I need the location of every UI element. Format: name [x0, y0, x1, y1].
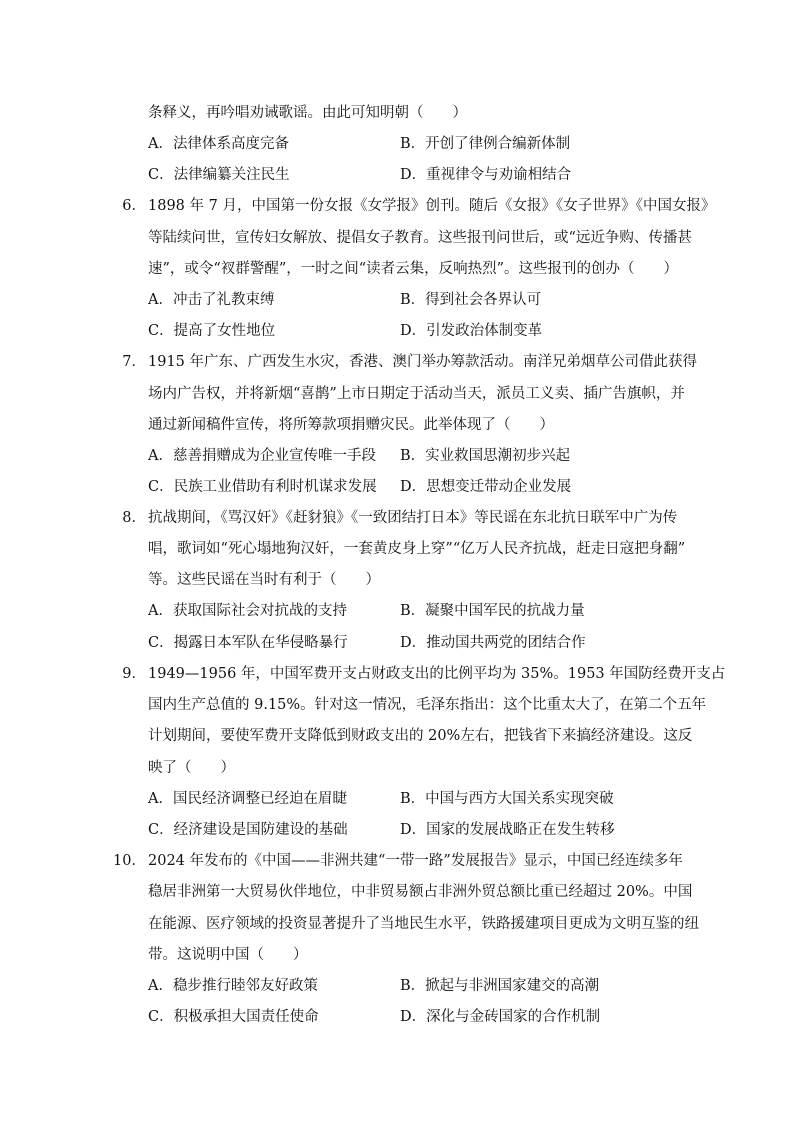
question-6-line-3: 速”，或令“衩群警醒”，一时之间“读者云集，反响热烈”。这些报刊的创办（ ） — [148, 261, 679, 277]
q8-option-b: B．凝聚中国军民的抗战力量 — [400, 603, 585, 619]
q5-option-a: A．法律体系高度完备 — [148, 136, 289, 152]
q10-option-a: A．稳步推行睦邻友好政策 — [148, 978, 318, 994]
question-9-line-1: 1949—1956 年，中国军费开支占财政支出的比例平均为 35%。1953 年国防经费开支占 — [148, 666, 726, 682]
q9-option-c: C．经济建设是国防建设的基础 — [148, 822, 348, 838]
q10-option-d: D．深化与金砖国家的合作机制 — [400, 1009, 601, 1025]
q7-option-a: A．慈善捐赠成为企业宣传唯一手段 — [148, 448, 376, 464]
q6-option-a: A．冲击了礼教束缚 — [148, 292, 275, 308]
question-9-line-2: 国内生产总值的 9.15%。针对这一情况，毛泽东指出：这个比重太大了，在第二个五年 — [148, 697, 707, 713]
q7-option-d: D．思想变迁带动企业发展 — [400, 479, 572, 495]
q9-option-d: D．国家的发展战略正在发生转移 — [400, 822, 615, 838]
question-6-line-2: 等陆续问世，宣传妇女解放、提倡女子教育。这些报刊问世后，或“远近争购、传播甚 — [148, 230, 692, 246]
q8-option-a: A．获取国际社会对抗战的支持 — [148, 603, 347, 619]
question-10-line-2: 稳居非洲第一大贸易伙伴地位，中非贸易额占非洲外贸总额比重已经超过 20%。中国 — [148, 884, 693, 900]
question-9-number: 9． — [122, 666, 146, 682]
question-9-line-4: 映了（ ） — [148, 760, 235, 776]
question-6-line-1: 1898 年 7 月，中国第一份女报《女学报》创刊。随后《女报》《女子世界》《中国女报》 — [148, 198, 716, 214]
question-8-line-2: 唱，歌词如“死心塌地狗汉奸，一套黄皮身上穿”“亿万人民齐抗战，赶走日寇把身翻” — [148, 541, 686, 557]
q7-option-b: B．实业救国思潮初步兴起 — [400, 448, 571, 464]
question-10-number: 10． — [113, 853, 146, 869]
question-5-tail: 条释义，再吟唱劝诫歌谣。由此可知明朝（ ） — [148, 105, 467, 121]
q6-option-d: D．引发政治体制变革 — [400, 323, 543, 339]
q10-option-c: C．积极承担大国责任使命 — [148, 1009, 319, 1025]
question-10-line-3: 在能源、医疗领域的投资显著提升了当地民生水平，铁路援建项目更成为文明互鉴的纽 — [148, 916, 699, 932]
question-7-line-2: 场内广告权，并将新烟“喜鹊”上市日期定于活动当天，派员工义卖、插广告旗帜，并 — [148, 386, 685, 402]
question-7-line-3: 通过新闻稿件宣传，将所筹款项捐赠灾民。此举体现了（ ） — [148, 417, 554, 433]
question-6-number: 6． — [122, 198, 146, 214]
question-9-line-3: 计划期间，要使军费开支降低到财政支出的 20%左右，把钱省下来搞经济建设。这反 — [148, 728, 693, 744]
question-8-line-1: 抗战期间，《骂汉奸》《赶豺狼》《一致团结打日本》等民谣在东北抗日联军中广为传 — [148, 510, 678, 526]
q7-option-c: C．民族工业借助有利时机谋求发展 — [148, 479, 377, 495]
q8-option-c: C．揭露日本军队在华侵略暴行 — [148, 635, 348, 651]
question-10-line-4: 带。这说明中国（ ） — [148, 947, 308, 963]
q5-option-b: B．开创了律例合编新体制 — [400, 136, 571, 152]
question-7-line-1: 1915 年广东、广西发生水灾，香港、澳门举办筹款活动。南洋兄弟烟草公司借此获得 — [148, 354, 698, 370]
q6-option-c: C．提高了女性地位 — [148, 323, 276, 339]
q9-option-b: B．中国与西方大国关系实现突破 — [400, 791, 614, 807]
question-8-number: 8． — [122, 510, 146, 526]
question-8-line-3: 等。这些民谣在当时有利于（ ） — [148, 572, 380, 588]
q8-option-d: D．推动国共两党的团结合作 — [400, 635, 586, 651]
question-7-number: 7． — [122, 354, 146, 370]
question-10-line-1: 2024 年发布的《中国——非洲共建“一带一路”发展报告》显示，中国已经连续多年 — [148, 853, 683, 869]
q5-option-d: D．重视律令与劝谕相结合 — [400, 167, 572, 183]
q9-option-a: A．国民经济调整已经迫在眉睫 — [148, 791, 347, 807]
q5-option-c: C．法律编纂关注民生 — [148, 167, 290, 183]
q6-option-b: B．得到社会各界认可 — [400, 292, 542, 308]
q10-option-b: B．掀起与非洲国家建交的高潮 — [400, 978, 600, 994]
